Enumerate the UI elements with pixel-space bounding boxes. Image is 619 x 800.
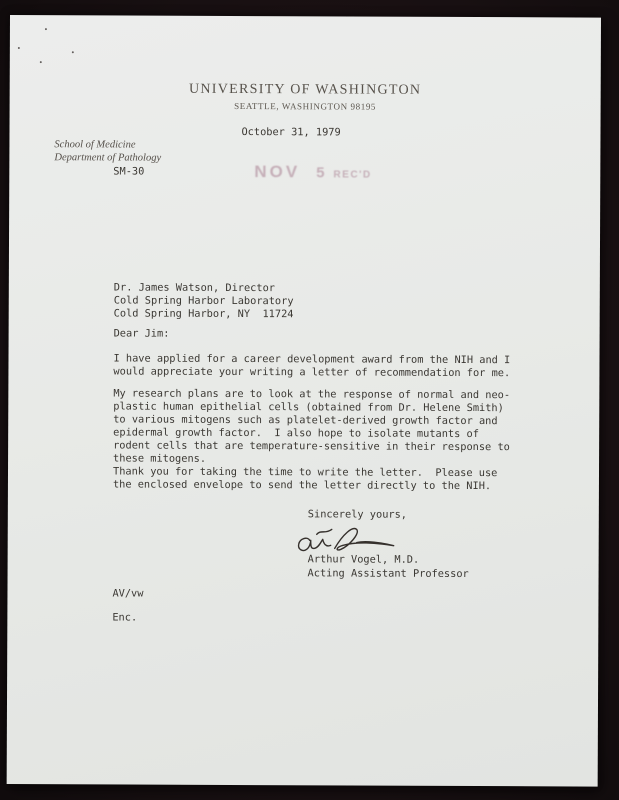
paper-speck — [72, 51, 74, 53]
sender-department-block — [54, 138, 161, 164]
letterhead-address: SEATTLE, WASHINGTON 98195 — [234, 100, 377, 112]
letterhead-university: UNIVERSITY OF WASHINGTON — [188, 81, 422, 98]
letter-date: October 31, 1979 — [241, 126, 341, 139]
letterhead — [10, 81, 601, 113]
body-paragraph-1: I have applied for a career development award from the NIH and I would appreciate your writing a letter of recommendation for me. — [113, 352, 511, 380]
enclosure-note: Enc. — [112, 611, 138, 624]
paper-speck — [18, 47, 20, 49]
letter-page — [7, 15, 601, 787]
sender-school: School of Medicine — [54, 139, 136, 151]
sender-department: Department of Pathology — [54, 152, 162, 164]
body-paragraph-2: My research plans are to look at the response of normal and neo- plastic human epithelial cells (obtained from Dr. Helene Smith) to various mitogens such as platelet-derived growth factor and epidermal growth factor. I also hope to isolate mutants of rodent cells that are temperature-sensitive in their response to these mitogens. — [113, 387, 511, 465]
received-stamp — [254, 162, 371, 183]
reference-initials: AV/vw — [112, 587, 144, 600]
stamp-day: 5 — [316, 164, 328, 182]
stamp-received-label: REC'D — [333, 169, 372, 181]
recipient-address: Dr. James Watson, Director Cold Spring Harbor Laboratory Cold Spring Harbor, NY 11724 — [113, 281, 294, 321]
mail-stop: SM-30 — [113, 165, 145, 178]
paper-speck — [40, 61, 42, 63]
salutation: Dear Jim: — [113, 327, 170, 340]
signer-title: Acting Assistant Professor — [307, 567, 469, 581]
valediction: Sincerely yours, — [307, 508, 408, 521]
body-paragraph-3: Thank you for taking the time to write the letter. Please use the enclosed envelope to send the letter directly to the NIH. — [112, 465, 498, 493]
paper-speck — [45, 28, 47, 30]
signer-name: Arthur Vogel, M.D. — [307, 553, 420, 566]
stamp-month: NOV — [254, 162, 301, 182]
